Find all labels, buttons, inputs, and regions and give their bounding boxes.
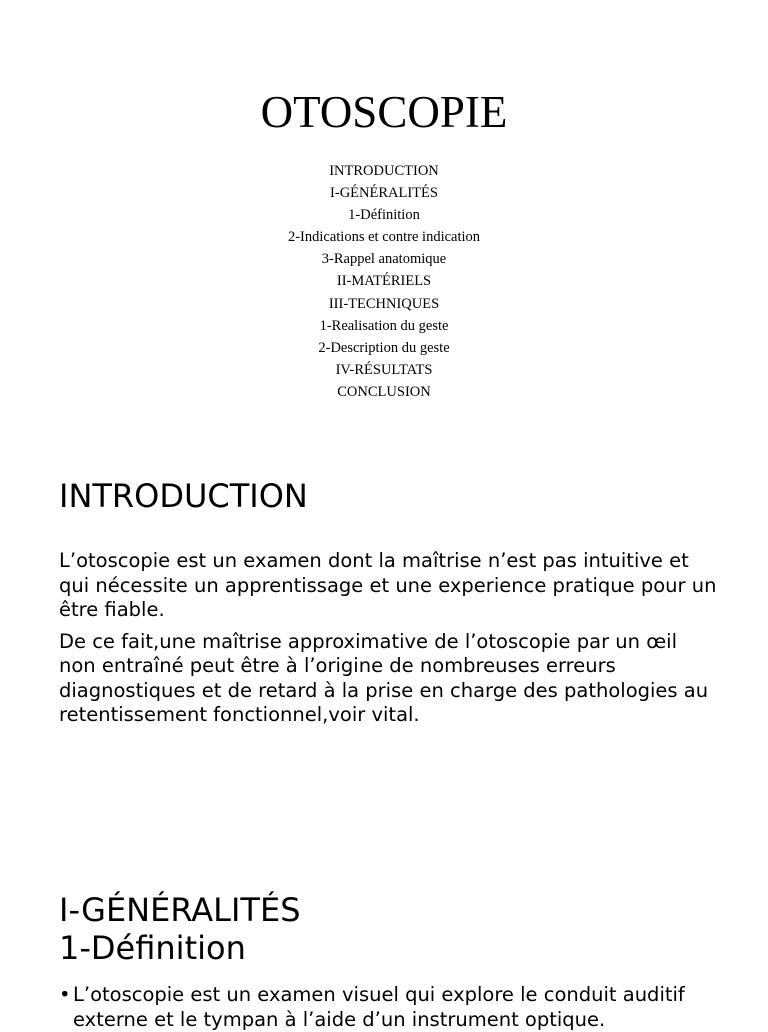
- bullet-item: [59, 983, 729, 1032]
- introduction-paragraph: De ce fait,une maîtrise approximative de l’otoscopie par un œil non entraîné peut être à l’origine de nombreuses erreurs diagnostiques et de retard à la prise en charge des pathologies au retentissement fonctionnel,voir vital.: [59, 629, 709, 726]
- introduction-heading: INTRODUCTION: [59, 477, 308, 515]
- bullet-icon: •: [59, 983, 71, 1006]
- toc-item: CONCLUSION: [337, 383, 431, 400]
- section-title: I-GÉNÉRALITÉS: [59, 891, 301, 929]
- toc-item: 1-Définition: [348, 207, 420, 224]
- toc-item: II-MATÉRIELS: [336, 273, 432, 290]
- toc-item: 2-Indications et contre indication: [287, 229, 481, 246]
- introduction-body: [59, 549, 719, 735]
- table-of-contents: [0, 160, 768, 403]
- toc-item: 1-Realisation du geste: [319, 317, 449, 334]
- introduction-paragraph: L’otoscopie est un examen dont la maîtrise n’est pas intuitive et qui nécessite un apprentissage et une experience pratique pour un être fiable.: [59, 549, 717, 621]
- definition-bullet-list: [59, 983, 729, 1032]
- document-title: OTOSCOPIE: [260, 87, 508, 137]
- definition-subheading: 1-Définition: [59, 929, 246, 967]
- toc-item: 2-Description du geste: [318, 339, 450, 356]
- bullet-text: L’otoscopie est un examen visuel qui explore le conduit auditif externe et le tympan à l’aide d’un instrument optique.: [73, 983, 685, 1031]
- toc-item: I-GÉNÉRALITÉS: [330, 185, 438, 202]
- toc-item: IV-RÉSULTATS: [335, 361, 433, 378]
- toc-item: III-TECHNIQUES: [328, 295, 440, 312]
- generalites-heading: [59, 891, 301, 967]
- toc-item: INTRODUCTION: [329, 163, 439, 179]
- toc-item: 3-Rappel anatomique: [321, 251, 447, 268]
